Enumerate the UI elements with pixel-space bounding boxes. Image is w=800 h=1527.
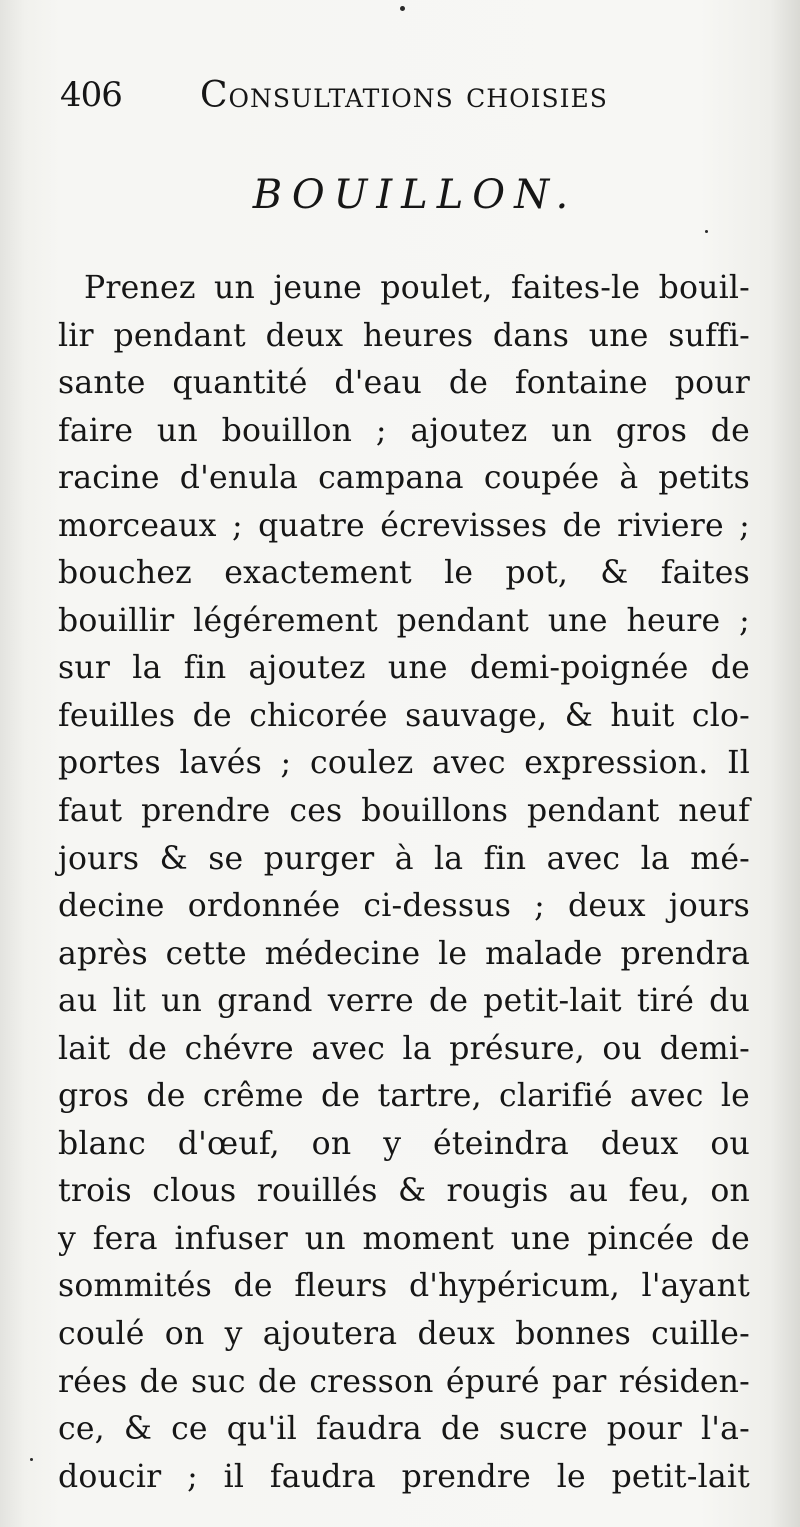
- text-line: après cette médecine le malade prendra: [58, 935, 750, 972]
- ink-speck: [400, 6, 405, 11]
- section-title: BOUILLON.: [252, 172, 578, 218]
- text-line: morceaux ; quatre écrevisses de riviere ;: [58, 507, 750, 544]
- ink-speck: [705, 230, 708, 233]
- text-line: faut prendre ces bouillons pendant neuf: [58, 793, 750, 830]
- ink-speck: [30, 1458, 33, 1461]
- text-line: rées de suc de cresson épuré par résiden-: [58, 1363, 750, 1400]
- text-line: trois clous rouillés & rougis au feu, on: [58, 1173, 750, 1210]
- text-line: lait de chévre avec la présure, ou demi-: [58, 1030, 750, 1067]
- text-line: Prenez un jeune poulet, faites-le bouil-: [84, 270, 750, 306]
- text-line: decine ordonnée ci-dessus ; deux jours: [58, 888, 750, 925]
- text-line: jours & se purger à la fin avec la mé-: [58, 840, 750, 877]
- text-line: au lit un grand verre de petit-lait tiré du: [58, 983, 750, 1020]
- text-line: blanc d'œuf, on y éteindra deux ou: [58, 1125, 750, 1162]
- text-line: sante quantité d'eau de fontaine pour: [58, 365, 750, 402]
- text-line: y fera infuser un moment une pincée de: [58, 1220, 750, 1257]
- text-line: coulé on y ajoutera deux bonnes cuille-: [58, 1316, 750, 1353]
- text-line: bouillir légérement pendant une heure ;: [58, 602, 750, 639]
- text-line: lir pendant deux heures dans une suffi-: [58, 317, 750, 354]
- text-line: sur la fin ajoutez une demi-poignée de: [58, 650, 750, 687]
- running-header: [60, 75, 760, 125]
- text-line: bouchez exactement le pot, & faites: [58, 555, 750, 592]
- page-number: 406: [60, 75, 122, 115]
- text-line: ce, & ce qu'il faudra de sucre pour l'a-: [58, 1411, 750, 1448]
- text-line: feuilles de chicorée sauvage, & huit clo-: [58, 697, 750, 734]
- running-title: Consultations choisies: [200, 75, 608, 116]
- text-line: faire un bouillon ; ajoutez un gros de: [58, 412, 750, 449]
- text-line: racine d'enula campana coupée à petits: [58, 460, 750, 497]
- text-line: portes lavés ; coulez avec expression. Il: [58, 745, 750, 782]
- text-line: sommités de fleurs d'hypéricum, l'ayant: [58, 1268, 750, 1305]
- text-line: doucir ; il faudra prendre le petit-lait: [58, 1458, 750, 1495]
- text-line: gros de crême de tartre, clarifié avec le: [58, 1078, 750, 1115]
- body-text: [58, 265, 750, 1501]
